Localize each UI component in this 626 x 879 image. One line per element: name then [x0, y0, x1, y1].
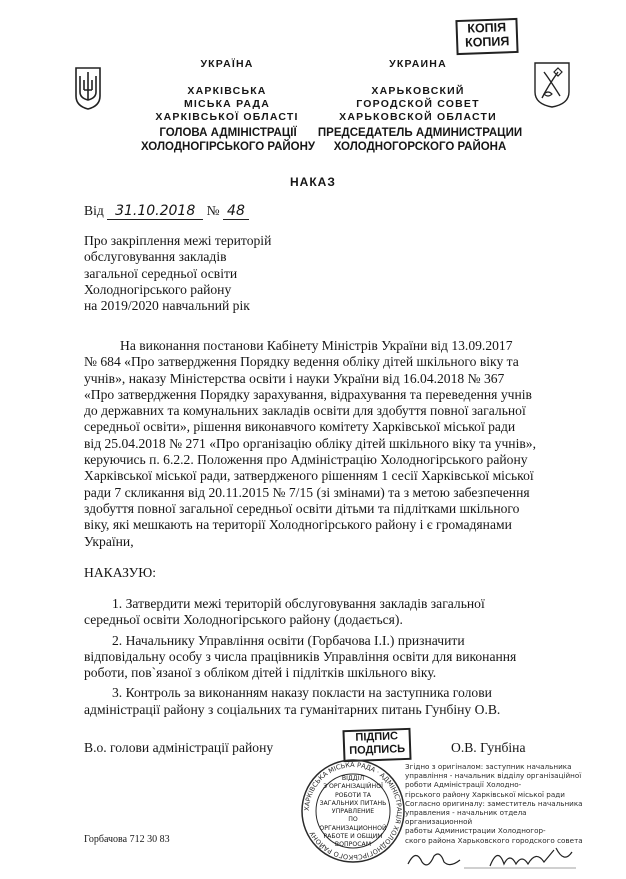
order-item-line: середньої освіти Холодногірського району (додається).: [84, 612, 403, 628]
order-item-line: 3. Контроль за виконанням наказу покласти на заступника голови: [112, 685, 492, 701]
seal-center-line: РОБОТИ ТА: [334, 791, 372, 799]
order-items: [84, 596, 572, 718]
certification-line: управління - начальник відділу організаційної: [405, 771, 582, 781]
subject-line: на 2019/2020 навчальний рік: [84, 298, 250, 314]
seal-center-line: РАБОТЕ И ОБЩИМ: [323, 833, 383, 841]
signature-position: В.о. голови адміністрації району: [84, 740, 274, 755]
header-left: [150, 58, 304, 124]
certification-line: гірського району Харківської міської ради: [405, 789, 565, 799]
certification-line: работы Администрации Холодногор-: [405, 826, 546, 836]
header-right-council-line: ГОРОДСКОЙ СОВЕТ: [356, 98, 480, 110]
preamble-line: до державних та комунальних закладів освіти для здобуття повної загальної: [84, 403, 526, 419]
certification-line: ского района Харьковского городского совета: [405, 835, 583, 845]
header-right-position-line: ПРЕДСЕДАТЕЛЬ АДМИНИСТРАЦИИ: [317, 127, 523, 139]
order-item-line: роботи, пов`язаної з обліком дітей і підлітків шкільного віку.: [84, 665, 437, 681]
certification-line: роботи Адміністрації Холодно-: [405, 780, 522, 790]
preamble-line: керуючись п. 6.2.2. Положення про Адміністрацію Холодногірського району: [84, 452, 528, 468]
order-item-line: 2. Начальнику Управління освіти (Горбачова І.І.) призначити: [112, 632, 465, 648]
certification-line: управления - начальник отдела организационной: [405, 808, 527, 827]
number-label: №: [206, 203, 220, 218]
seal-center-line: ПО ОРГАНИЗАЦИОННОЙ: [319, 816, 387, 832]
header-left-position-line: ХОЛОДНОГІРСЬКОГО РАЙОНУ: [140, 141, 316, 153]
preamble-line: учнів», наказу Міністерства освіти і науки України від 16.04.2018 № 367: [84, 370, 505, 386]
ukraine-trident-emblem: [74, 66, 102, 110]
date-line: [84, 203, 344, 220]
order-item: [84, 685, 572, 718]
signature-name: О.В. Гунбіна: [451, 740, 526, 755]
preamble-line: середньої освіти», рішення виконавчого комітету Харківської міської ради: [84, 419, 516, 435]
header-left-position: [118, 126, 338, 154]
certification-stamp: [405, 762, 583, 845]
preamble-line: ради 7 скликання від 20.11.2015 № 7/15 (зі змінами) та з метою забезпечення: [84, 484, 530, 500]
preamble-line: Харківської міської ради, затвердженого рішенням 1 сесії Харківської міської: [84, 468, 534, 484]
header-right-country: УКРАИНА: [389, 58, 447, 70]
order-item-line: адміністрації району з соціальних та гуманітарних питань Гунбіну О.В.: [84, 701, 501, 717]
seal-center-line: ЗАГАЛЬНИХ ПИТАНЬ: [319, 799, 387, 807]
seal-center-line: ВІДДІЛ: [341, 775, 365, 782]
executor-contact: Горбачова 712 30 83: [84, 834, 170, 845]
copy-stamp: [455, 18, 518, 55]
header-right-council-line: ХАРЬКОВСКОЙ ОБЛАСТИ: [339, 111, 497, 123]
header-right-council-line: ХАРЬКОВСКИЙ: [371, 85, 465, 97]
preamble-line: № 684 «Про затвердження Порядку ведення обліку дітей шкільного віку та: [84, 354, 519, 370]
preamble-line: здобуття повної загальної середньої освіти дітьми та підлітками шкільного: [84, 500, 520, 516]
copy-stamp-line: КОПИЯ: [464, 34, 510, 50]
order-item-line: відповідальну особу з числа працівників Управління освіти для виконання: [84, 648, 517, 664]
date-value: 31.10.2018: [107, 203, 203, 220]
handwritten-signature: [404, 842, 580, 872]
doc-title: НАКАЗ: [290, 175, 336, 189]
date-from-label: Від: [84, 203, 104, 218]
preamble-line: від 25.04.2018 № 271 «Про організацію обліку дітей шкільного віку та учнів»,: [84, 435, 536, 451]
header-left-council-line: ХАРКІВСЬКОЇ ОБЛАСТІ: [155, 111, 299, 123]
preamble-line: України,: [84, 533, 134, 549]
order-item: [84, 596, 572, 629]
header-left-council-line: ХАРКІВСЬКА: [187, 85, 267, 97]
preamble-line: «Про затвердження Порядку зарахування, відрахування та переведення учнів: [84, 386, 532, 402]
kharkiv-city-emblem: [532, 60, 572, 108]
subject-line: Холодногірського району: [84, 281, 232, 297]
seal-center-text: [318, 775, 388, 850]
header-left-position-line: ГОЛОВА АДМІНІСТРАЦІЇ: [159, 127, 297, 139]
order-word: НАКАЗУЮ:: [84, 565, 157, 580]
signature-stamp-line: ПОДПИСЬ: [349, 743, 406, 757]
header-left-country: УКРАЇНА: [200, 58, 254, 70]
subject-line: Про закріплення межі територій: [84, 233, 272, 248]
seal-center-line: УПРАВЛЕНИЕ: [331, 808, 375, 816]
preamble-line: На виконання постанови Кабінету Міністрів України від 13.09.2017: [120, 338, 513, 353]
order-item-line: 1. Затвердити межі територій обслуговування закладів загальної: [112, 596, 485, 611]
header-right-position: [310, 126, 530, 154]
number-value: 48: [223, 203, 249, 220]
order-item: [84, 633, 572, 682]
signature-stamp-line: ПІДПИС: [355, 730, 399, 744]
seal-ring-text: ХАРКІВСЬКА МІСЬКА РАДА · АДМІНІСТРАЦІЯ ХОЛОДНОГІРСЬКОГО РАЙОНУ: [302, 760, 404, 862]
certification-line: Согласно оригиналу: заместитель начальника: [405, 798, 583, 808]
subject-block: [84, 233, 344, 314]
preamble-line: віку, які мешкають на території Холодногірського району і є громадянами: [84, 517, 512, 533]
subject-line: обслуговування закладів: [84, 249, 227, 265]
header-left-council-line: МІСЬКА РАДА: [183, 98, 271, 110]
certification-line: Згідно з оригіналом: заступник начальника: [405, 762, 572, 771]
seal-center-line: З ОРГАНІЗАЦІЙНОЇ: [323, 783, 383, 791]
subject-line: загальної середньої освіти: [84, 265, 238, 281]
header-right: [332, 58, 504, 124]
header-right-position-line: ХОЛОДНОГОРСКОГО РАЙОНА: [333, 141, 507, 153]
copy-stamp-line: КОПІЯ: [467, 20, 507, 36]
preamble: [84, 338, 572, 550]
seal-center-line: ВОПРОСАМ: [334, 841, 372, 849]
